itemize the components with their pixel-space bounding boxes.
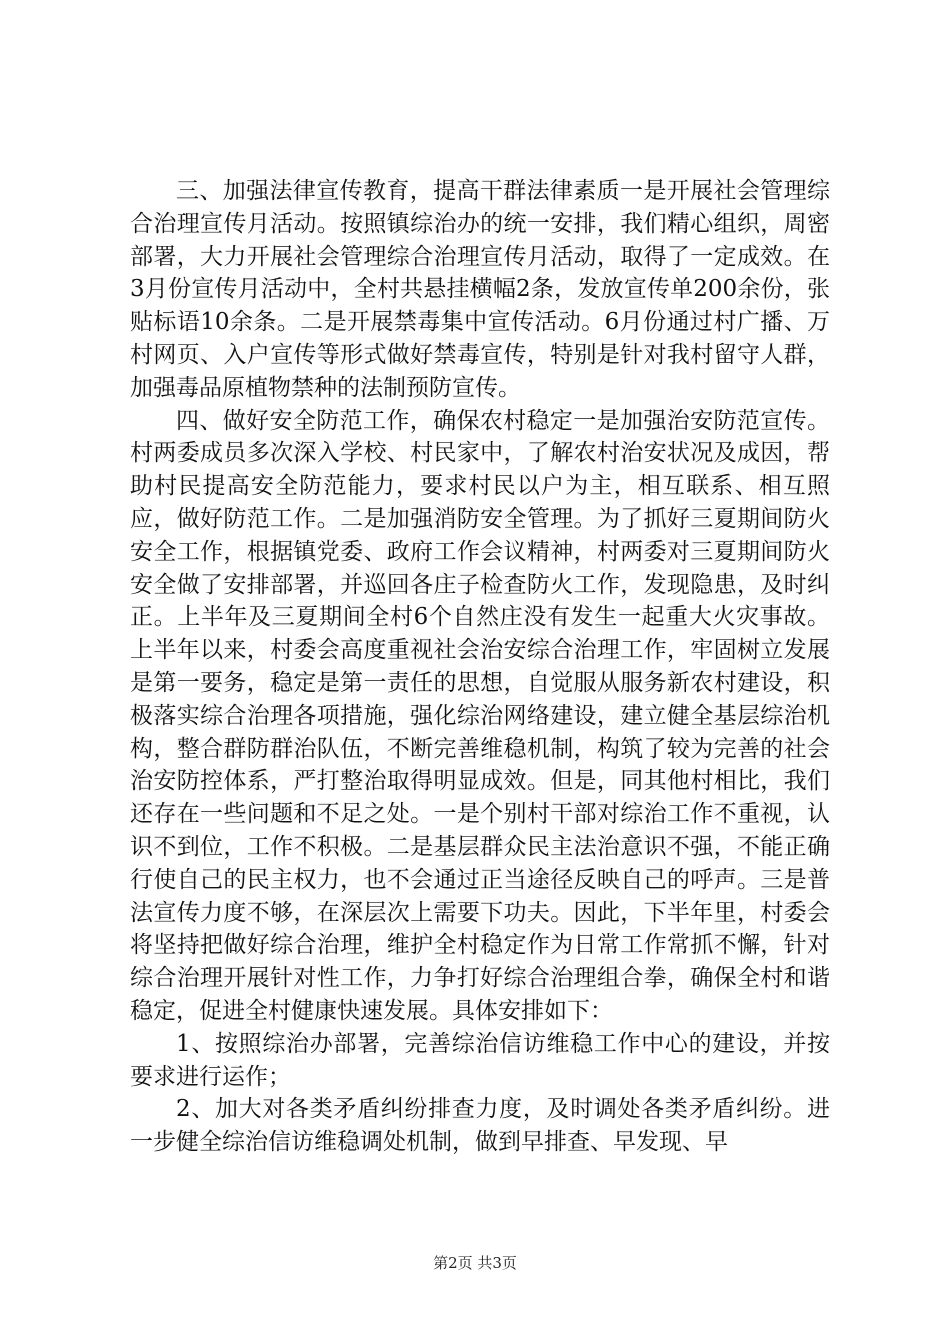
document-body xyxy=(130,175,830,1159)
page-number-footer: 第2页 共3页 xyxy=(433,1254,517,1272)
list-item-2: 2、加大对各类矛盾纠纷排查力度，及时调处各类矛盾纠纷。进一步健全综治信访维稳调处机制，做到早排查、早发现、早 xyxy=(130,1096,830,1156)
paragraph-legal-publicity: 三、加强法律宣传教育，提高干群法律素质一是开展社会管理综合治理宣传月活动。按照镇综治办的统一安排，我们精心组织，周密部署，大力开展社会管理综合治理宣传月活动，取得了一定成效。在3月份宣传月活动中，全村共悬挂横幅2条，发放宣传单200余份，张贴标语10余条。二是开展禁毒集中宣传活动。6月份通过村广播、万村网页、入户宣传等形式做好禁毒宣传，特别是针对我村留守人群，加强毒品原植物禁种的法制预防宣传。 xyxy=(130,178,830,401)
list-item-1: 1、按照综治办部署，完善综治信访维稳工作中心的建设，并按要求进行运作； xyxy=(130,1030,830,1090)
paragraph-safety-prevention: 四、做好安全防范工作，确保农村稳定一是加强治安防范宣传。村两委成员多次深入学校、村民家中，了解农村治安状况及成因，帮助村民提高安全防范能力，要求村民以户为主，相互联系、相互照应，做好防范工作。二是加强消防安全管理。为了抓好三夏期间防火安全工作，根据镇党委、政府工作会议精神，村两委对三夏期间防火安全做了安排部署，并巡回各庄子检查防火工作，发现隐患，及时纠正。上半年及三夏期间全村6个自然庄没有发生一起重大火灾事故。上半年以来，村委会高度重视社会治安综合治理工作，牢固树立发展是第一要务，稳定是第一责任的思想，自觉服从服务新农村建设，积极落实综合治理各项措施，强化综治网络建设，建立健全基层综治机构，整合群防群治队伍，不断完善维稳机制，构筑了较为完善的社会治安防控体系，严打整治取得明显成效。但是，同其他村相比，我们还存在一些问题和不足之处。一是个别村干部对综治工作不重视，认识不到位，工作不积极。二是基层群众民主法治意识不强，不能正确行使自己的民主权力，也不会通过正当途径反映自己的呼声。三是普法宣传力度不够，在深层次上需要下功夫。因此，下半年里，村委会将坚持把做好综合治理，维护全村稳定作为日常工作常抓不懈，针对综合治理开展针对性工作，力争打好综合治理组合拳，确保全村和谐稳定，促进全村健康快速发展。具体安排如下： xyxy=(130,407,830,1024)
